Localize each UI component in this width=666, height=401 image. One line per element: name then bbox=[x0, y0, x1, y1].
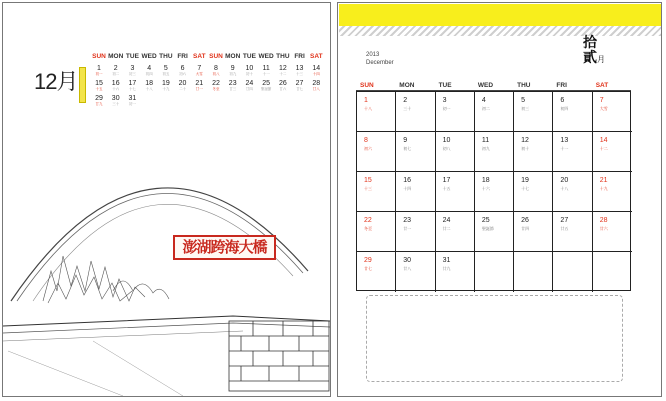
bridge-sketch-illustration bbox=[3, 151, 330, 396]
day-cell[interactable] bbox=[553, 132, 592, 172]
strip-weekday-sun: SUN bbox=[92, 53, 106, 60]
month-grid bbox=[356, 91, 631, 291]
strip-weekday-sun: SUN bbox=[209, 53, 223, 60]
strip-weekday-tue: TUE bbox=[125, 53, 139, 60]
day-cell[interactable] bbox=[593, 212, 632, 252]
lunar-date: 十八 bbox=[560, 186, 569, 191]
weekday-thu: THU bbox=[517, 82, 531, 89]
weekday-wed: WED bbox=[477, 82, 494, 89]
weekday-mon: MON bbox=[399, 82, 415, 89]
strip-day: 10 初十 bbox=[245, 65, 254, 76]
lunar-date: 冬至 bbox=[364, 226, 372, 231]
notes-box bbox=[366, 295, 623, 382]
day-cell[interactable] bbox=[593, 92, 632, 132]
strip-day: 4 初四 bbox=[145, 65, 153, 76]
strip-day: 17 十七 bbox=[128, 80, 137, 91]
day-number: 23 bbox=[403, 217, 412, 224]
hatch-stripe bbox=[339, 26, 661, 36]
strip-day: 22 冬至 bbox=[212, 80, 220, 91]
right-calendar-page bbox=[337, 2, 662, 397]
strip-weekday-header bbox=[91, 53, 325, 65]
strip-day: 28 廿八 bbox=[312, 80, 321, 91]
lunar-date: 初三 bbox=[521, 106, 530, 111]
strip-day: 20 二十 bbox=[178, 80, 187, 91]
strip-date-rows bbox=[91, 65, 325, 110]
strip-weekday-thu: THU bbox=[159, 53, 173, 60]
day-cell[interactable] bbox=[396, 132, 435, 172]
day-number: 16 bbox=[403, 177, 412, 184]
lunar-date: 初九 bbox=[481, 146, 490, 151]
lunar-date: 十七 bbox=[521, 186, 530, 191]
lunar-date: 聖誕節 bbox=[481, 226, 494, 231]
strip-day: 24 廿四 bbox=[245, 80, 254, 91]
day-number: 21 bbox=[599, 177, 608, 184]
day-number: 26 bbox=[521, 217, 529, 224]
day-cell[interactable] bbox=[436, 132, 475, 172]
strip-day: 2 初二 bbox=[112, 65, 120, 76]
day-cell[interactable] bbox=[436, 212, 475, 252]
lunar-date: 初一 bbox=[442, 106, 451, 111]
lunar-date: 十六 bbox=[481, 186, 490, 191]
day-cell[interactable] bbox=[593, 252, 632, 292]
strip-day: 30 三十 bbox=[111, 95, 120, 106]
strip-day: 16 十六 bbox=[111, 80, 120, 91]
day-cell[interactable] bbox=[475, 92, 514, 132]
lunar-date: 十四 bbox=[403, 186, 412, 191]
lunar-date: 廿七 bbox=[364, 266, 372, 271]
strip-day: 26 廿六 bbox=[278, 80, 287, 91]
strip-day: 25 聖誕節 bbox=[260, 80, 272, 91]
day-cell[interactable] bbox=[396, 212, 435, 252]
day-cell[interactable] bbox=[475, 132, 514, 172]
left-calendar-page bbox=[2, 2, 331, 397]
lunar-date: 十九 bbox=[599, 186, 608, 191]
day-number: 15 bbox=[364, 177, 372, 184]
strip-day: 8 初八 bbox=[212, 65, 220, 76]
day-cell[interactable] bbox=[436, 252, 475, 292]
day-number: 30 bbox=[403, 257, 412, 264]
day-cell[interactable] bbox=[514, 92, 553, 132]
lunar-date: 十二 bbox=[599, 146, 608, 151]
day-number: 4 bbox=[481, 97, 486, 104]
chinese-month-title bbox=[583, 36, 605, 67]
strip-day: 23 廿三 bbox=[228, 80, 237, 91]
day-number: 8 bbox=[364, 137, 368, 144]
lunar-date: 三十 bbox=[403, 106, 412, 111]
day-cell[interactable] bbox=[475, 252, 514, 292]
strip-day: 13 十三 bbox=[295, 65, 304, 76]
day-number: 14 bbox=[599, 137, 608, 144]
chinese-month-suffix: 月 bbox=[597, 55, 605, 64]
strip-weekday-fri: FRI bbox=[294, 53, 305, 60]
day-number: 20 bbox=[560, 177, 569, 184]
day-number: 1 bbox=[364, 97, 368, 104]
strip-day: 6 初六 bbox=[179, 65, 187, 76]
lunar-date: 廿五 bbox=[560, 226, 569, 231]
lunar-date: 初六 bbox=[364, 146, 372, 151]
day-number: 18 bbox=[481, 177, 490, 184]
day-number: 2 bbox=[403, 97, 408, 104]
strip-day: 12 十二 bbox=[278, 65, 287, 76]
strip-weekday-wed: WED bbox=[258, 53, 274, 60]
strip-weekday-tue: TUE bbox=[242, 53, 256, 60]
strip-day: 5 初五 bbox=[162, 65, 170, 76]
day-number: 19 bbox=[521, 177, 529, 184]
lunar-date: 十八 bbox=[364, 106, 372, 111]
day-number: 24 bbox=[442, 217, 451, 224]
day-number: 7 bbox=[599, 97, 604, 104]
strip-week-row bbox=[91, 80, 325, 95]
day-cell[interactable] bbox=[436, 92, 475, 132]
month-number: 12月 bbox=[34, 69, 78, 94]
lunar-date: 廿一 bbox=[403, 226, 412, 231]
lunar-date: 十三 bbox=[364, 186, 372, 191]
day-cell[interactable] bbox=[436, 172, 475, 212]
strip-weekday-sat: SAT bbox=[193, 53, 206, 60]
lunar-date: 初二 bbox=[481, 106, 490, 111]
strip-weekday-sat: SAT bbox=[310, 53, 323, 60]
day-cell[interactable] bbox=[357, 212, 396, 252]
day-number: 27 bbox=[560, 217, 569, 224]
strip-weekday-wed: WED bbox=[141, 53, 157, 60]
day-number: 5 bbox=[521, 97, 526, 104]
strip-day: 29 廿九 bbox=[95, 95, 103, 106]
day-cell[interactable] bbox=[514, 252, 553, 292]
day-number: 28 bbox=[599, 217, 608, 224]
strip-weekday-fri: FRI bbox=[177, 53, 188, 60]
day-cell[interactable] bbox=[475, 172, 514, 212]
day-number: 10 bbox=[442, 137, 451, 144]
day-number: 12 bbox=[521, 137, 529, 144]
strip-weekday-mon: MON bbox=[225, 53, 241, 60]
strip-day: 18 十八 bbox=[145, 80, 154, 91]
day-cell[interactable] bbox=[514, 212, 553, 252]
day-cell[interactable] bbox=[396, 92, 435, 132]
lunar-date: 廿九 bbox=[442, 266, 451, 271]
lunar-date: 初八 bbox=[442, 146, 451, 151]
strip-day: 14 十四 bbox=[312, 65, 321, 76]
chinese-month-char-2: 貳 bbox=[583, 50, 597, 66]
day-cell[interactable] bbox=[514, 132, 553, 172]
strip-day: 11 十一 bbox=[262, 65, 270, 76]
lunar-date: 初四 bbox=[560, 106, 569, 111]
day-number: 22 bbox=[364, 217, 372, 224]
lunar-date: 廿二 bbox=[442, 226, 451, 231]
day-cell[interactable] bbox=[593, 172, 632, 212]
strip-week-row bbox=[91, 95, 325, 110]
strip-day: 3 初三 bbox=[128, 65, 136, 76]
weekday-fri: FRI bbox=[556, 82, 567, 89]
strip-day: 1 初一 bbox=[95, 65, 103, 76]
lunar-date: 大雪 bbox=[599, 106, 608, 111]
lunar-date: 十五 bbox=[442, 186, 451, 191]
day-cell[interactable] bbox=[357, 92, 396, 132]
lunar-date: 廿八 bbox=[403, 266, 412, 271]
day-number: 11 bbox=[481, 137, 490, 144]
day-number: 17 bbox=[442, 177, 451, 184]
strip-day: 7 大雪 bbox=[195, 65, 203, 76]
day-number: 3 bbox=[442, 97, 447, 104]
day-number: 9 bbox=[403, 137, 408, 144]
day-cell[interactable] bbox=[514, 172, 553, 212]
day-cell[interactable] bbox=[357, 132, 396, 172]
lunar-date: 十一 bbox=[560, 146, 569, 151]
bridge-name-stamp: 澎湖跨海大橋 bbox=[173, 235, 276, 260]
strip-day: 19 十九 bbox=[161, 80, 170, 91]
date-strip bbox=[91, 53, 325, 110]
day-cell[interactable] bbox=[553, 92, 592, 132]
weekday-header-row bbox=[356, 82, 631, 91]
year-label: 2013 bbox=[366, 52, 380, 58]
strip-weekday-mon: MON bbox=[108, 53, 124, 60]
strip-day: 15 十五 bbox=[95, 80, 103, 91]
chinese-month-char-1: 拾 bbox=[583, 35, 597, 51]
lunar-date: 廿六 bbox=[599, 226, 608, 231]
lunar-date: 廿四 bbox=[521, 226, 530, 231]
month-english-label: December bbox=[366, 60, 394, 66]
day-cell[interactable] bbox=[553, 252, 592, 292]
weekday-tue: TUE bbox=[438, 82, 452, 89]
strip-week-row bbox=[91, 65, 325, 80]
yellow-header-band bbox=[339, 4, 661, 26]
day-cell[interactable] bbox=[396, 252, 435, 292]
lunar-date: 初七 bbox=[403, 146, 412, 151]
month-marker-bar bbox=[79, 67, 86, 103]
day-cell[interactable] bbox=[475, 212, 514, 252]
day-number: 6 bbox=[560, 97, 565, 104]
weekday-sun: SUN bbox=[360, 82, 374, 89]
strip-day: 31 初一 bbox=[128, 95, 137, 106]
day-cell[interactable] bbox=[553, 212, 592, 252]
strip-day: 9 初九 bbox=[229, 65, 237, 76]
day-cell[interactable] bbox=[553, 172, 592, 212]
strip-day: 27 廿七 bbox=[295, 80, 304, 91]
day-cell[interactable] bbox=[593, 132, 632, 172]
strip-day: 21 廿一 bbox=[195, 80, 204, 91]
day-cell[interactable] bbox=[357, 252, 396, 292]
weekday-sat: SAT bbox=[595, 82, 609, 89]
day-cell[interactable] bbox=[357, 172, 396, 212]
strip-weekday-thu: THU bbox=[276, 53, 290, 60]
day-number: 29 bbox=[364, 257, 372, 264]
lunar-date: 初十 bbox=[521, 146, 530, 151]
day-cell[interactable] bbox=[396, 172, 435, 212]
day-number: 13 bbox=[560, 137, 569, 144]
day-number: 25 bbox=[481, 217, 490, 224]
day-number: 31 bbox=[442, 257, 451, 264]
